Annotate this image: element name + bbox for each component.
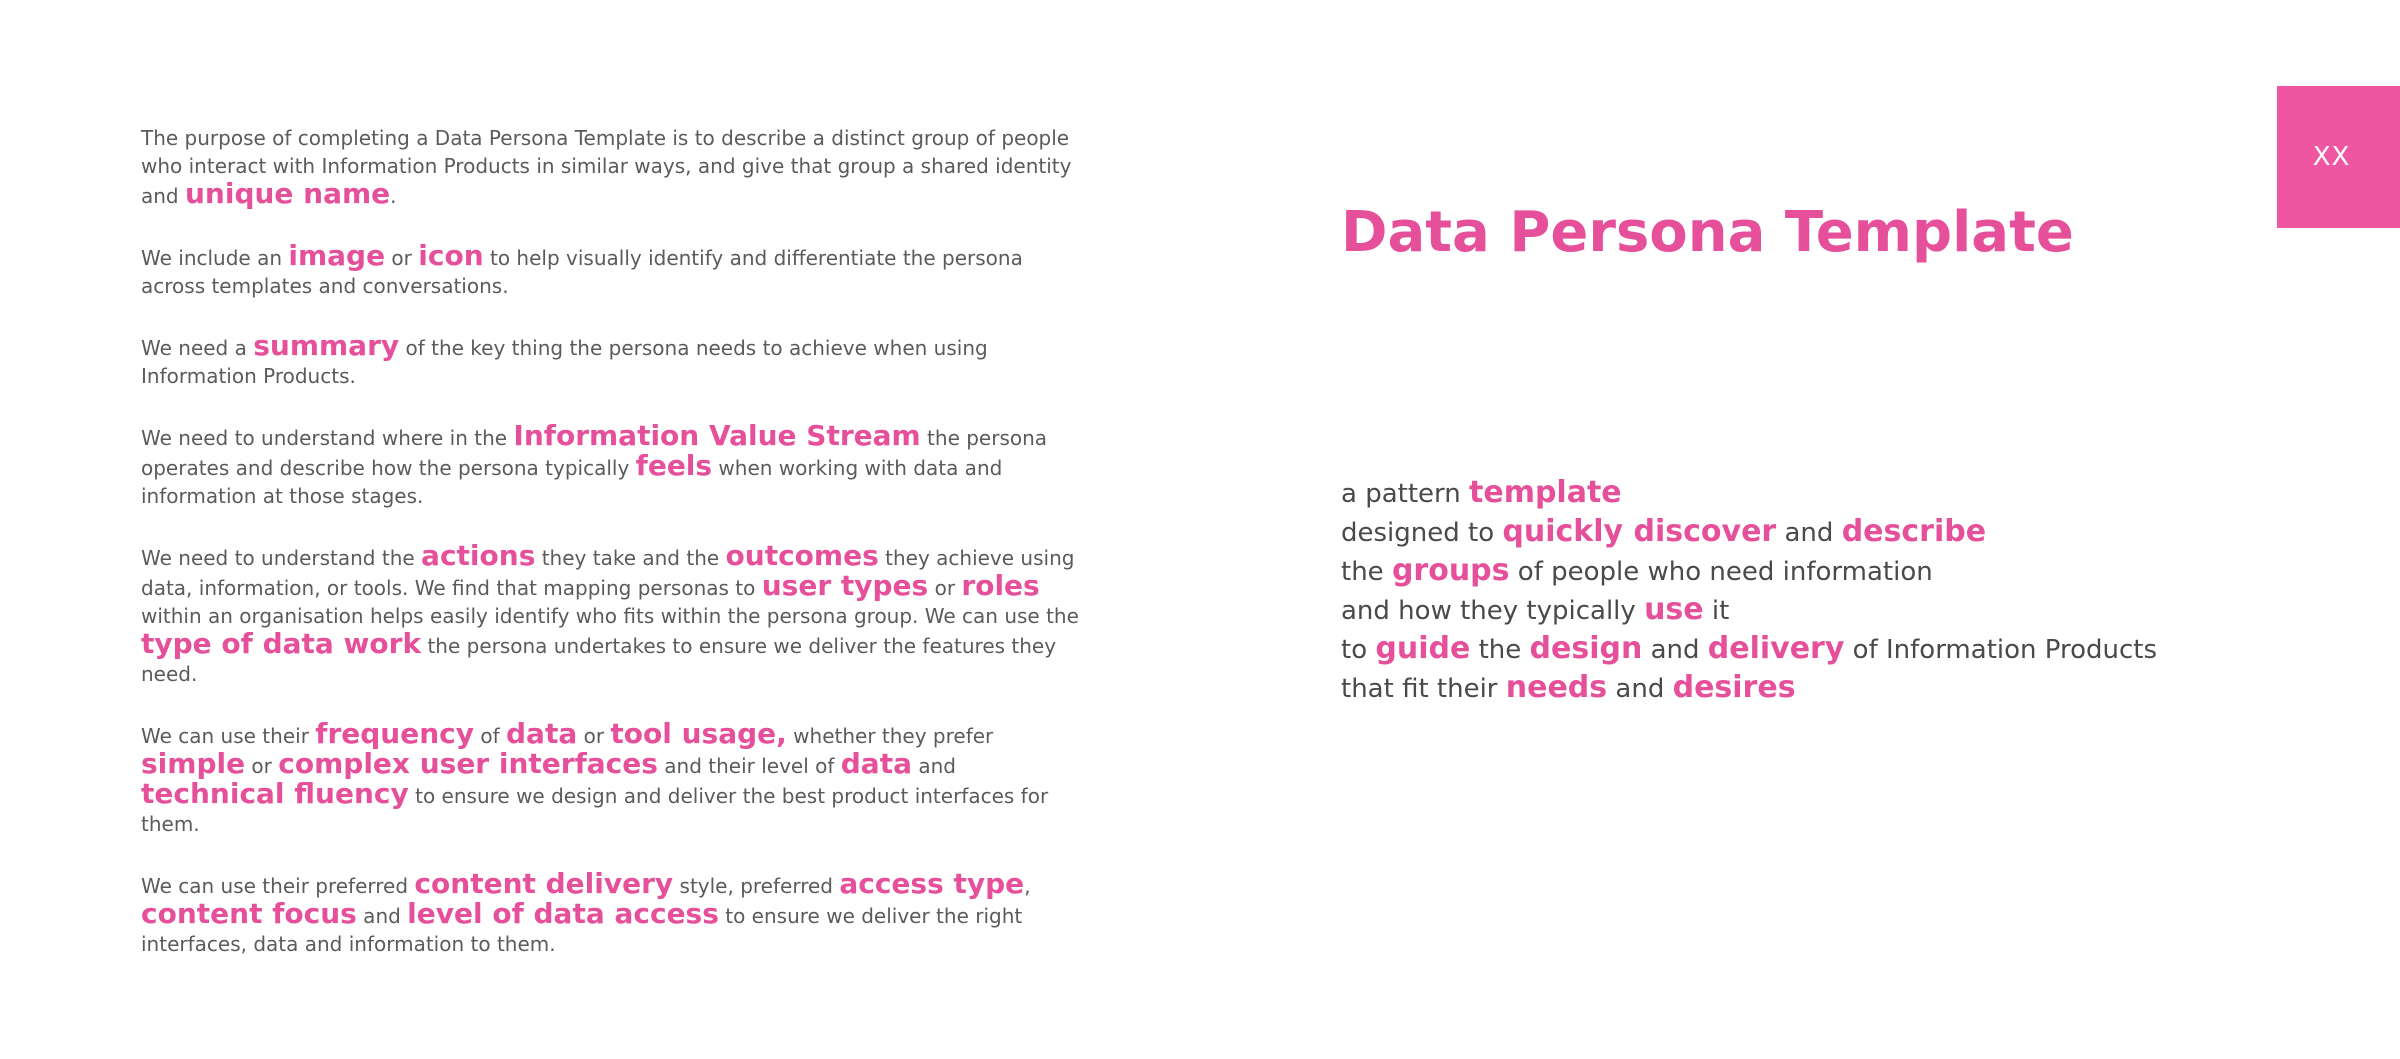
highlighted-term: design bbox=[1529, 631, 1643, 666]
body-text: that fit their bbox=[1341, 674, 1506, 704]
highlighted-term: data bbox=[506, 717, 578, 750]
body-text: and their level of bbox=[657, 754, 841, 778]
highlighted-term: actions bbox=[421, 539, 536, 572]
explanation-paragraph bbox=[141, 124, 1086, 210]
highlighted-term: technical fluency bbox=[141, 777, 409, 810]
highlighted-term: tool usage, bbox=[610, 717, 787, 750]
body-text: , bbox=[1024, 874, 1031, 898]
highlighted-term: needs bbox=[1505, 670, 1608, 705]
body-text: of people who need information bbox=[1509, 557, 1933, 587]
highlighted-term: describe bbox=[1841, 514, 1987, 549]
highlighted-term: Information Value Stream bbox=[513, 419, 921, 452]
highlighted-term: level of data access bbox=[407, 897, 719, 930]
explanation-paragraph bbox=[141, 539, 1086, 688]
body-text: the bbox=[1470, 635, 1530, 665]
highlighted-term: unique name bbox=[184, 177, 391, 210]
body-text: to bbox=[1341, 635, 1376, 665]
tagline-line bbox=[1341, 669, 2341, 708]
body-text: We need a bbox=[141, 336, 254, 360]
body-text: they take and the bbox=[535, 546, 726, 570]
highlighted-term: content delivery bbox=[414, 867, 674, 900]
page-title: Data Persona Template bbox=[1341, 200, 2074, 265]
body-text: We can use their preferred bbox=[141, 874, 415, 898]
explanation-paragraph bbox=[141, 867, 1086, 958]
body-text: We can use their bbox=[141, 724, 316, 748]
body-text: to ensure we design and deliver the best product interfaces for them. bbox=[141, 784, 1049, 836]
highlighted-term: content focus bbox=[141, 897, 357, 930]
body-text: and how they typically bbox=[1341, 596, 1645, 626]
highlighted-term: template bbox=[1469, 475, 1622, 510]
body-text: they achieve using data, information, or tools. We find that mapping personas to bbox=[141, 546, 1075, 600]
body-text: or bbox=[385, 246, 419, 270]
highlighted-term: access type bbox=[839, 867, 1025, 900]
body-text: to help visually identify and differentiate the persona across templates and conversations. bbox=[141, 246, 1023, 298]
explanation-paragraph bbox=[141, 329, 1086, 390]
body-text: a pattern bbox=[1341, 479, 1469, 509]
body-text: or bbox=[928, 576, 962, 600]
body-text: We need to understand the bbox=[141, 546, 422, 570]
highlighted-term: outcomes bbox=[725, 539, 879, 572]
explanation-paragraph bbox=[141, 239, 1086, 300]
body-text: the persona undertakes to ensure we deliver the features they need. bbox=[141, 634, 1057, 686]
body-text: style, preferred bbox=[673, 874, 840, 898]
highlighted-term: desires bbox=[1672, 670, 1796, 705]
explanation-paragraph bbox=[141, 717, 1086, 838]
page-number-badge bbox=[2277, 86, 2400, 228]
body-text: of Information Products bbox=[1844, 635, 2158, 665]
body-text: The purpose of completing a Data Persona Template is to describe a distinct group of people who interact with Information Products in similar ways, and give that group a shared identity and bbox=[141, 126, 1072, 208]
body-text: of the key thing the persona needs to achieve when using Information Products. bbox=[141, 336, 988, 388]
highlighted-term: simple bbox=[141, 747, 246, 780]
highlighted-term: frequency bbox=[315, 717, 475, 750]
highlighted-term: image bbox=[288, 239, 386, 272]
body-text: and bbox=[1776, 518, 1842, 548]
body-text: We include an bbox=[141, 246, 289, 270]
body-text: and bbox=[1607, 674, 1673, 704]
body-text: . bbox=[390, 184, 397, 208]
body-text: designed to bbox=[1341, 518, 1503, 548]
explanation-column bbox=[141, 124, 1086, 990]
tagline-line bbox=[1341, 513, 2341, 552]
body-text: and bbox=[356, 904, 408, 928]
highlighted-term: groups bbox=[1391, 553, 1510, 588]
highlighted-term: type of data work bbox=[141, 627, 422, 660]
tagline-line bbox=[1341, 630, 2341, 669]
body-text: within an organisation helps easily identify who fits within the persona group. We can use the bbox=[141, 604, 1079, 628]
highlighted-term: feels bbox=[635, 449, 713, 482]
body-text: the persona operates and describe how the persona typically bbox=[141, 426, 1048, 480]
tagline-line bbox=[1341, 552, 2341, 591]
highlighted-term: data bbox=[840, 747, 912, 780]
highlighted-term: guide bbox=[1375, 631, 1471, 666]
body-text: of bbox=[474, 724, 507, 748]
highlighted-term: use bbox=[1644, 592, 1704, 627]
tagline-line bbox=[1341, 591, 2341, 630]
tagline-line bbox=[1341, 474, 2341, 513]
body-text: We need to understand where in the bbox=[141, 426, 514, 450]
body-text: to ensure we deliver the right interfaces, data and information to them. bbox=[141, 904, 1023, 956]
body-text: the bbox=[1341, 557, 1392, 587]
explanation-paragraph bbox=[141, 419, 1086, 510]
highlighted-term: complex user interfaces bbox=[278, 747, 658, 780]
page-number-label: XX bbox=[2312, 142, 2351, 172]
highlighted-term: delivery bbox=[1707, 631, 1845, 666]
body-text: and bbox=[911, 754, 956, 778]
body-text: it bbox=[1703, 596, 1730, 626]
highlighted-term: quickly discover bbox=[1502, 514, 1777, 549]
highlighted-term: roles bbox=[961, 569, 1040, 602]
highlighted-term: user types bbox=[761, 569, 929, 602]
tagline bbox=[1341, 474, 2341, 708]
body-text: whether they prefer bbox=[786, 724, 994, 748]
body-text: or bbox=[577, 724, 611, 748]
highlighted-term: icon bbox=[418, 239, 484, 272]
highlighted-term: summary bbox=[253, 329, 400, 362]
body-text: or bbox=[245, 754, 279, 778]
body-text: and bbox=[1642, 635, 1708, 665]
body-text: when working with data and information at those stages. bbox=[141, 456, 1003, 508]
